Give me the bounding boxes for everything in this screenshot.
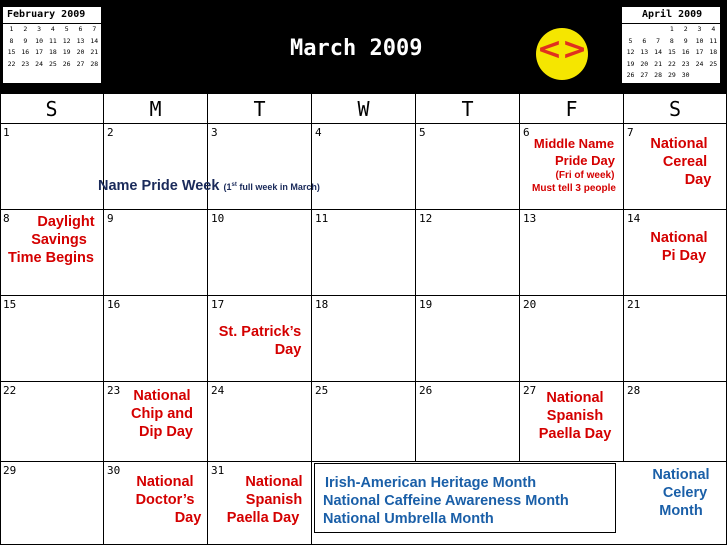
name-pride-week-label: Name Pride Week (1st full week in March) — [98, 178, 320, 194]
mini-calendar-day: 4 — [711, 25, 716, 33]
mini-calendar-day: 19 — [62, 48, 71, 56]
mini-calendar-day: 23 — [681, 59, 690, 68]
day-cell — [416, 296, 520, 382]
day-cell — [208, 210, 312, 296]
page-title: March 2009 — [290, 36, 423, 61]
yellow-circle-bracket-icon: <> — [536, 32, 588, 67]
mini-calendar-day: 20 — [76, 48, 85, 56]
mini-calendar-day: 1 — [9, 25, 14, 33]
mini-calendar-day: 7 — [656, 36, 661, 45]
mini-calendar-day: 26 — [626, 71, 635, 79]
mini-calendar-day: 4 — [50, 25, 55, 33]
mini-calendar-week — [622, 36, 720, 48]
mini-calendar-day: 18 — [709, 48, 718, 56]
day-cell — [104, 124, 208, 210]
mini-calendar-week — [622, 59, 720, 71]
day-number: 22 — [3, 384, 17, 397]
mini-calendar-day: 3 — [697, 25, 702, 33]
day-cell — [0, 462, 104, 545]
mini-calendar-day: 5 — [64, 25, 69, 33]
mini-calendar-day: 2 — [683, 25, 688, 33]
day-cell — [208, 124, 312, 210]
day-number: 9 — [107, 212, 114, 225]
event-daylight-savings: Daylight Savings Time Begins — [8, 214, 95, 266]
event-national-spanish-paella-day-31: National Spanish Paella Day — [226, 474, 303, 526]
day-number: 16 — [107, 298, 121, 311]
mini-calendar-day: 25 — [709, 59, 718, 68]
mini-calendar-day: 2 — [23, 25, 28, 33]
day-cell — [312, 382, 416, 462]
observance-item: National Umbrella Month — [323, 511, 494, 527]
day-cell — [416, 124, 520, 210]
mini-calendar-day: 24 — [35, 59, 43, 68]
mini-calendar-day: 10 — [35, 36, 43, 45]
day-number: 10 — [211, 212, 225, 225]
mini-calendar-day: 12 — [626, 48, 635, 56]
mini-calendar-day: 30 — [681, 71, 690, 79]
mini-calendar-day: 27 — [640, 71, 649, 79]
mini-calendar-day: 6 — [642, 36, 647, 45]
day-number: 17 — [211, 298, 225, 311]
day-number: 19 — [419, 298, 433, 311]
event-national-spanish-paella-day: National Spanish Paella Day — [538, 390, 612, 442]
weekday-header: S — [0, 94, 104, 124]
event-national-celery-month: National Celery Month — [652, 467, 710, 519]
day-number: 1 — [3, 126, 10, 139]
day-cell — [624, 296, 727, 382]
day-number: 31 — [211, 464, 225, 477]
day-number: 24 — [211, 384, 225, 397]
mini-calendar-day: 19 — [626, 59, 635, 68]
day-number: 4 — [315, 126, 322, 139]
event-middle-name-pride-day: Middle Name Pride Day (Fri of week) Must tell 3 people — [532, 136, 616, 194]
day-number: 3 — [211, 126, 218, 139]
day-number: 13 — [523, 212, 537, 225]
mini-calendar-day: 22 — [7, 59, 16, 68]
day-number: 2 — [107, 126, 114, 139]
day-number: 5 — [419, 126, 426, 139]
mini-calendar-day: 25 — [48, 59, 57, 68]
day-cell — [104, 296, 208, 382]
mini-calendar-day: 1 — [669, 25, 674, 33]
mini-calendar-day: 5 — [628, 36, 633, 45]
day-cell — [624, 382, 727, 462]
day-number: 20 — [523, 298, 537, 311]
mini-calendar-day: 29 — [667, 71, 676, 79]
mini-calendar-february — [2, 6, 102, 84]
day-number: 25 — [315, 384, 329, 397]
mini-calendar-day: 17 — [695, 48, 704, 56]
mini-calendar-day: 12 — [62, 36, 71, 45]
mini-calendar-week — [3, 36, 101, 48]
mini-calendar-day: 8 — [669, 36, 674, 45]
day-number: 30 — [107, 464, 121, 477]
mini-calendar-day: 21 — [90, 48, 99, 56]
mini-calendar-week — [622, 47, 720, 59]
day-number: 29 — [3, 464, 17, 477]
logo — [536, 28, 588, 80]
mini-calendar-day: 15 — [667, 48, 676, 56]
event-national-doctors-day: National Doctor’s Day — [135, 474, 202, 526]
mini-calendar-day: 20 — [640, 59, 649, 68]
mini-calendar-day: 16 — [21, 48, 30, 56]
observance-item: National Caffeine Awareness Month — [323, 493, 569, 509]
mini-calendar-day: 10 — [695, 36, 704, 45]
day-cell — [0, 382, 104, 462]
day-cell — [0, 124, 104, 210]
day-number: 28 — [627, 384, 641, 397]
day-cell — [0, 296, 104, 382]
weekday-header: T — [416, 94, 520, 124]
day-cell — [208, 382, 312, 462]
mini-calendar-day: 14 — [654, 48, 662, 56]
mini-calendar-day: 21 — [654, 59, 662, 68]
day-cell — [416, 210, 520, 296]
mini-calendar-day: 28 — [90, 59, 99, 68]
mini-calendar-day: 6 — [78, 25, 83, 33]
event-national-chip-dip-day: National Chip and Dip Day — [130, 388, 194, 440]
observance-item: Irish-American Heritage Month — [325, 475, 537, 491]
mini-calendar-day: 18 — [48, 48, 57, 56]
mini-calendar-day: 16 — [681, 48, 690, 56]
weekday-header: F — [520, 94, 624, 124]
day-number: 21 — [627, 298, 641, 311]
mini-calendar-week — [622, 70, 720, 82]
day-number: 15 — [3, 298, 17, 311]
weekday-header: M — [104, 94, 208, 124]
day-number: 23 — [107, 384, 121, 397]
event-national-pi-day: National Pi Day — [650, 230, 708, 264]
mini-calendar-week — [3, 59, 101, 71]
mini-calendar-day: 8 — [9, 36, 14, 45]
day-cell — [520, 210, 624, 296]
mini-calendar-day: 15 — [7, 48, 16, 56]
mini-calendar-week — [3, 47, 101, 59]
day-cell — [312, 124, 416, 210]
mini-calendar-day: 24 — [695, 59, 704, 68]
weekday-header: W — [312, 94, 416, 124]
mini-calendar-day: 22 — [667, 59, 676, 68]
calendar-header — [0, 0, 727, 94]
mini-calendar-day: 17 — [35, 48, 43, 56]
day-number: 7 — [627, 126, 634, 139]
event-national-cereal-day: National Cereal Day — [650, 136, 712, 188]
mini-calendar-day: 9 — [683, 36, 688, 45]
weekday-header: S — [624, 94, 727, 124]
mini-calendar-day: 11 — [709, 36, 718, 45]
mini-calendar-title: February 2009 — [3, 7, 101, 24]
mini-calendar-day: 28 — [654, 71, 662, 79]
mini-calendar-day: 3 — [37, 25, 42, 33]
mini-calendar-day: 27 — [76, 59, 85, 68]
day-number: 12 — [419, 212, 433, 225]
weekday-header: T — [208, 94, 312, 124]
mini-calendar-day: 7 — [92, 25, 97, 33]
mini-calendar-week — [622, 24, 720, 36]
mini-calendar-day: 11 — [48, 36, 57, 45]
mini-calendar-title: April 2009 — [622, 7, 720, 24]
day-number: 18 — [315, 298, 329, 311]
day-number: 14 — [627, 212, 641, 225]
mini-calendar-april — [621, 6, 721, 84]
day-cell — [104, 210, 208, 296]
day-number: 27 — [523, 384, 537, 397]
mini-calendar-day: 9 — [23, 36, 28, 45]
mini-calendar-week — [3, 24, 101, 36]
mini-calendar-day: 13 — [76, 36, 85, 45]
day-cell — [520, 296, 624, 382]
day-number: 6 — [523, 126, 530, 139]
mini-calendar-day: 14 — [90, 36, 99, 45]
day-number: 11 — [315, 212, 329, 225]
day-cell — [312, 296, 416, 382]
month-observances-box — [314, 463, 616, 533]
event-st-patricks-day: St. Patrick’s Day — [218, 324, 302, 358]
day-number: 8 — [3, 212, 10, 225]
day-number: 26 — [419, 384, 433, 397]
mini-calendar-day: 23 — [21, 59, 30, 68]
day-cell — [416, 382, 520, 462]
mini-calendar-day: 13 — [640, 48, 649, 56]
day-cell — [312, 210, 416, 296]
mini-calendar-day: 26 — [62, 59, 71, 68]
